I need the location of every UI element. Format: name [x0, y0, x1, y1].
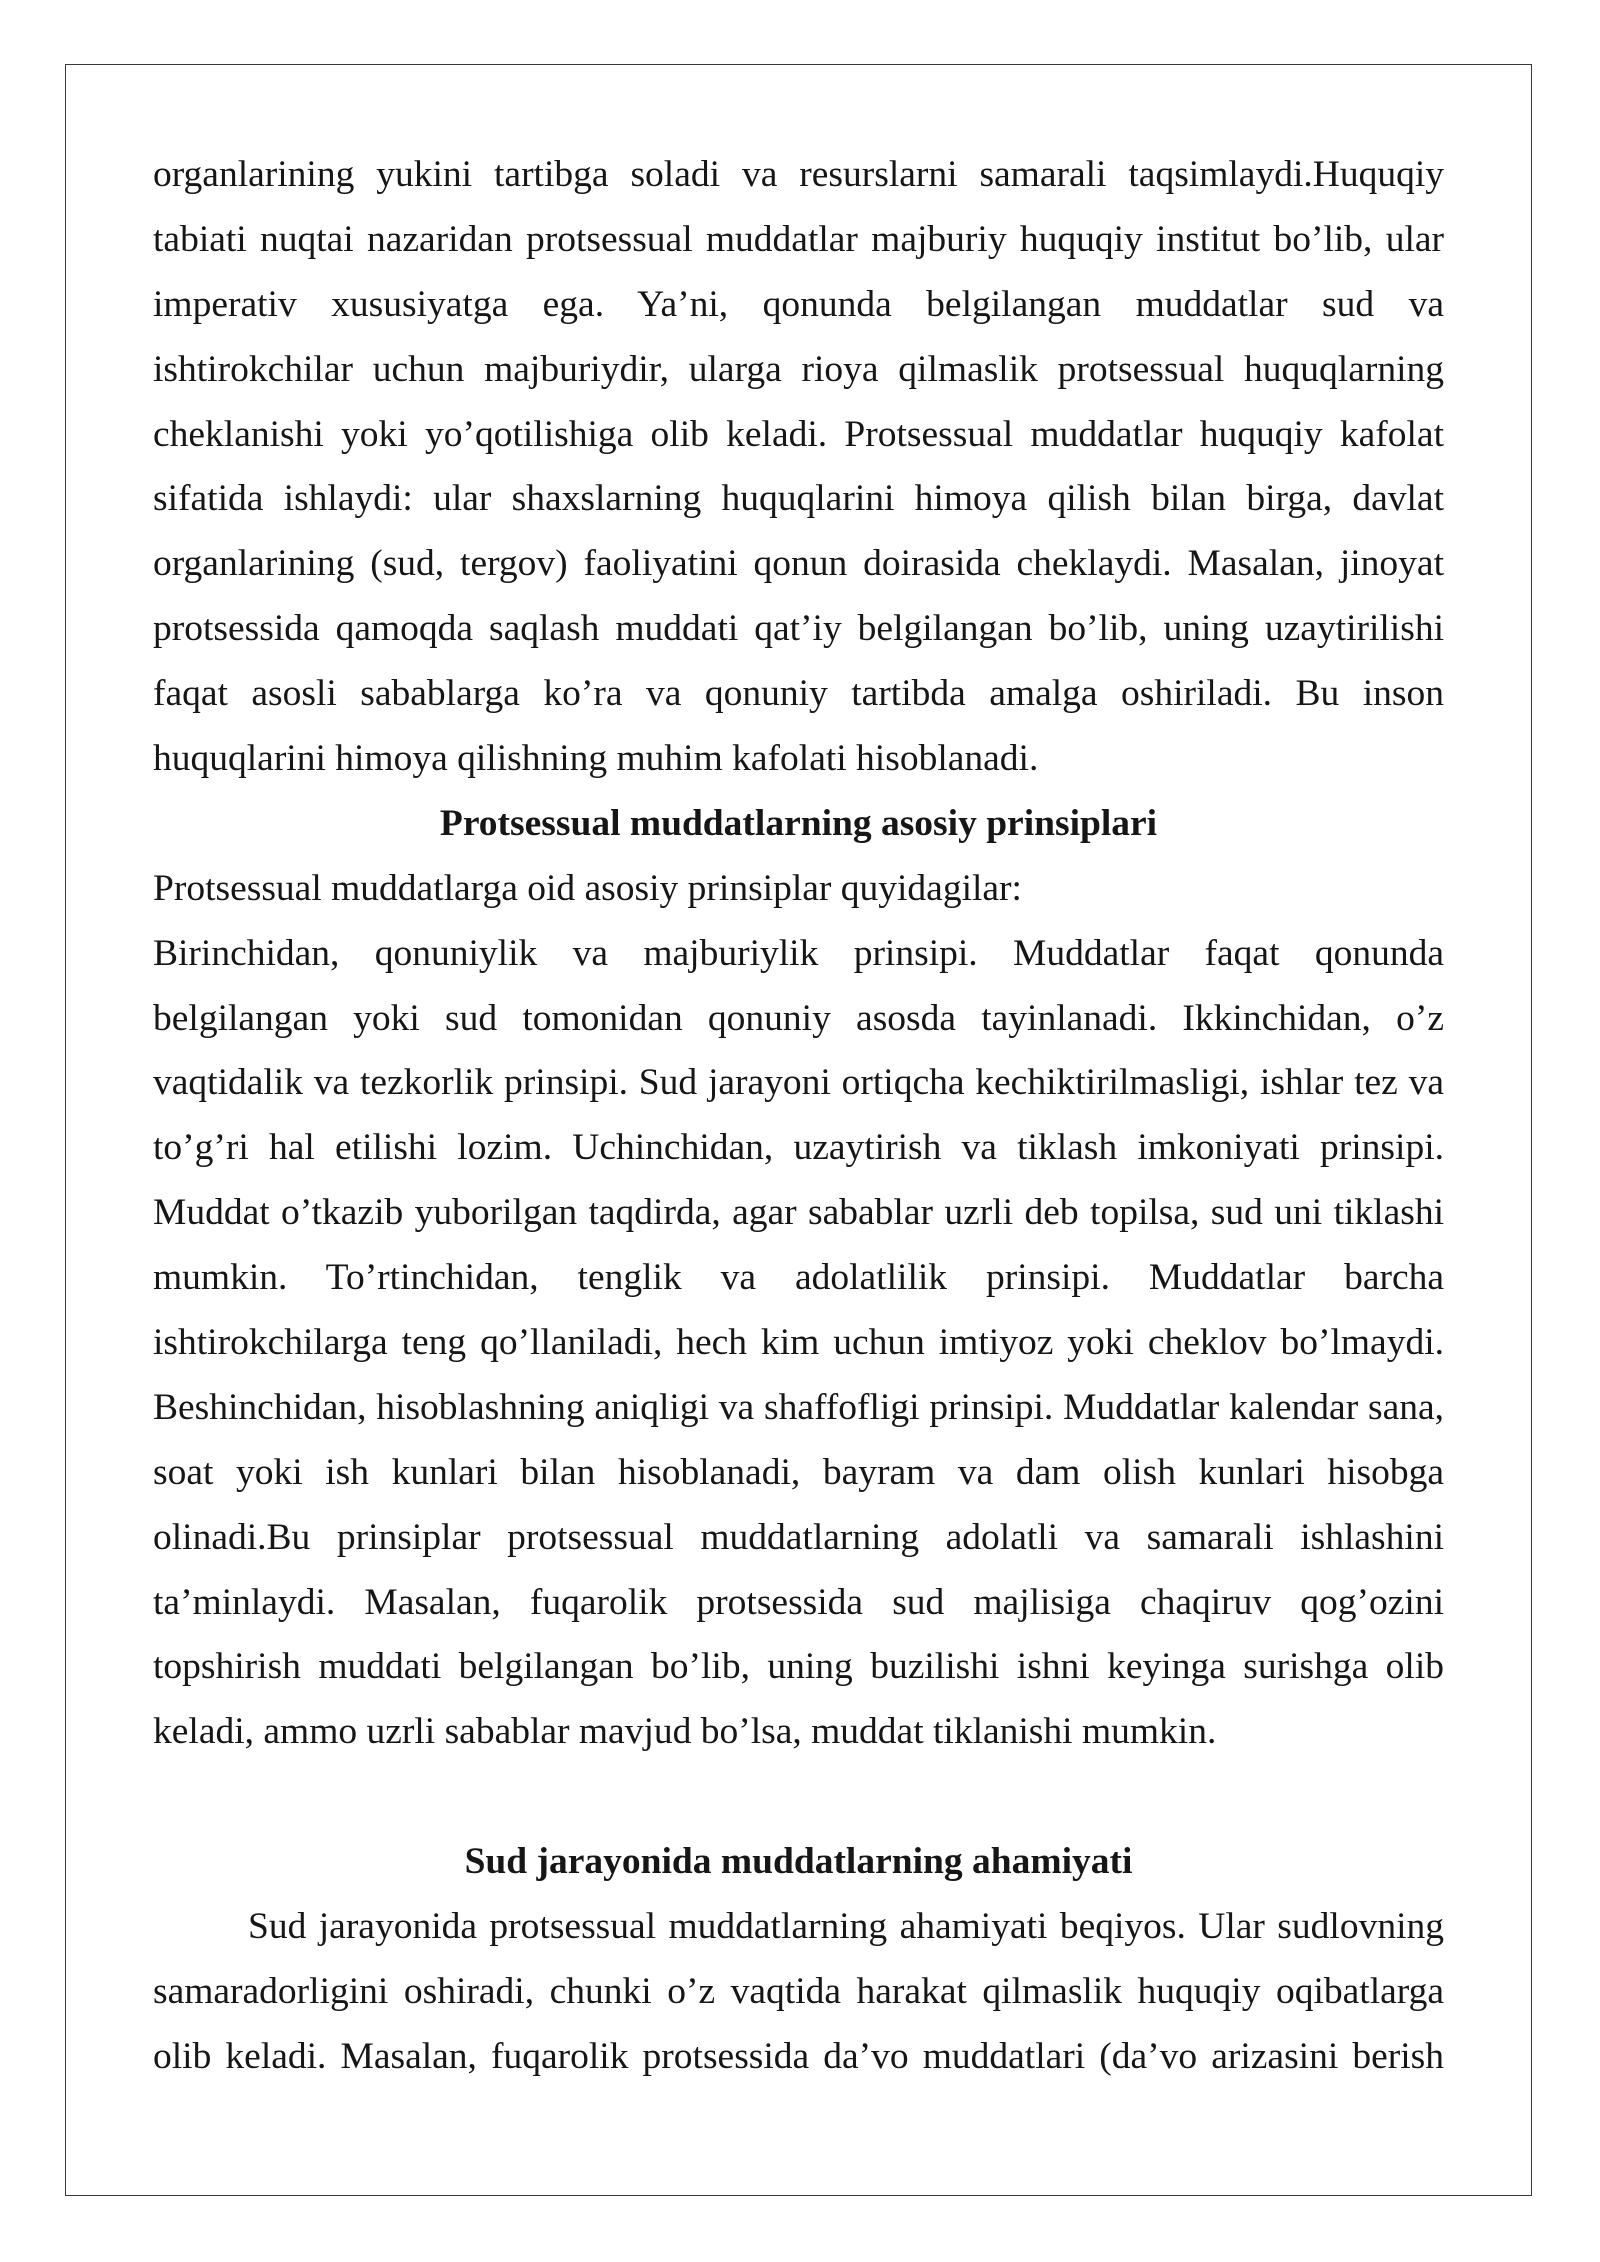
- paragraph-line: ishtirokchilarga teng qo’llaniladi, hech kim uchun imtiyoz yoki cheklov bo’lmaydi.: [153, 1322, 1444, 1364]
- section-heading: Protsessual muddatlarning asosiy prinsiplari: [439, 802, 1158, 844]
- paragraph-line: Muddat o’tkazib yuborilgan taqdirda, agar sabablar uzrli deb topilsa, sud uni tiklashi: [153, 1192, 1444, 1234]
- paragraph-line: imperativ xususiyatga ega. Ya’ni, qonunda belgilangan muddatlar sud va: [153, 283, 1444, 325]
- paragraph-line: huquqlarini himoya qilishning muhim kafolati hisoblanadi.: [153, 738, 1039, 780]
- paragraph-line: Protsessual muddatlarga oid asosiy prinsiplar quyidagilar:: [153, 867, 1022, 909]
- paragraph: [153, 143, 1444, 792]
- paragraph-line: samaradorligini oshiradi, chunki o’z vaqtida harakat qilmaslik huquqiy oqibatlarga: [153, 1970, 1444, 2012]
- paragraph-line: Beshinchidan, hisoblashning aniqligi va shaffofligi prinsipi. Muddatlar kalendar sana,: [153, 1386, 1444, 1428]
- blank-line: [153, 1765, 1444, 1830]
- paragraph-line: Sud jarayonida protsessual muddatlarning ahamiyati beqiyos. Ular sudlovning: [248, 1906, 1444, 1948]
- paragraph-line: ishtirokchilar uchun majburiydir, ularga rioya qilmaslik protsessual huquqlarning: [153, 348, 1444, 390]
- paragraph-line: vaqtidalik va tezkorlik prinsipi. Sud jarayoni ortiqcha kechiktirilmasligi, ishlar tez va: [153, 1062, 1444, 1104]
- paragraph-line: keladi, ammo uzrli sabablar mavjud bo’lsa, muddat tiklanishi mumkin.: [153, 1711, 1217, 1753]
- paragraph-line: to’g’ri hal etilishi lozim. Uchinchidan, uzaytirish va tiklash imkoniyati prinsipi.: [153, 1127, 1444, 1169]
- paragraph-line: tabiati nuqtai nazaridan protsessual muddatlar majburiy huquqiy institut bo’lib, ular: [153, 218, 1444, 260]
- paragraph-line: soat yoki ish kunlari bilan hisoblanadi, bayram va dam olish kunlari hisobga: [153, 1451, 1444, 1493]
- paragraph-line: belgilangan yoki sud tomonidan qonuniy asosda tayinlanadi. Ikkinchidan, o’z: [153, 997, 1444, 1039]
- section-heading: Sud jarayonida muddatlarning ahamiyati: [464, 1841, 1133, 1883]
- paragraph-line: protsessida qamoqda saqlash muddati qat’iy belgilangan bo’lib, uning uzaytirilishi: [153, 608, 1444, 650]
- paragraph-line: organlarining (sud, tergov) faoliyatini qonun doirasida cheklaydi. Masalan, jinoyat: [153, 543, 1444, 585]
- paragraph: [153, 857, 1444, 922]
- paragraph-line: topshirish muddati belgilangan bo’lib, uning buzilishi ishni keyinga surishga olib: [153, 1646, 1444, 1688]
- paragraph-line: Birinchidan, qonuniylik va majburiylik prinsipi. Muddatlar faqat qonunda: [153, 932, 1444, 974]
- paragraph-line: cheklanishi yoki yo’qotilishiga olib keladi. Protsessual muddatlar huquqiy kafolat: [153, 413, 1444, 455]
- paragraph-line: ta’minlaydi. Masalan, fuqarolik protsessida sud majlisiga chaqiruv qog’ozini: [153, 1581, 1444, 1623]
- paragraph-line: olib keladi. Masalan, fuqarolik protsessida da’vo muddatlari (da’vo arizasini berish: [153, 2035, 1444, 2077]
- paragraph-line: organlarining yukini tartibga soladi va resurslarni samarali taqsimlaydi.Huquqiy: [153, 154, 1444, 195]
- paragraph-line: mumkin. To’rtinchidan, tenglik va adolatlilik prinsipi. Muddatlar barcha: [153, 1257, 1444, 1299]
- paragraph-line: faqat asosli sabablarga ko’ra va qonuniy tartibda amalga oshiriladi. Bu inson: [153, 673, 1444, 715]
- paragraph-line: olinadi.Bu prinsiplar protsessual muddatlarning adolatli va samarali ishlashini: [153, 1516, 1444, 1558]
- paragraph-line: sifatida ishlaydi: ular shaxslarning huquqlarini himoya qilish bilan birga, davlat: [153, 478, 1444, 520]
- paragraph: [153, 1895, 1444, 2090]
- paragraph: [153, 922, 1444, 1766]
- document-body: [153, 143, 1444, 2090]
